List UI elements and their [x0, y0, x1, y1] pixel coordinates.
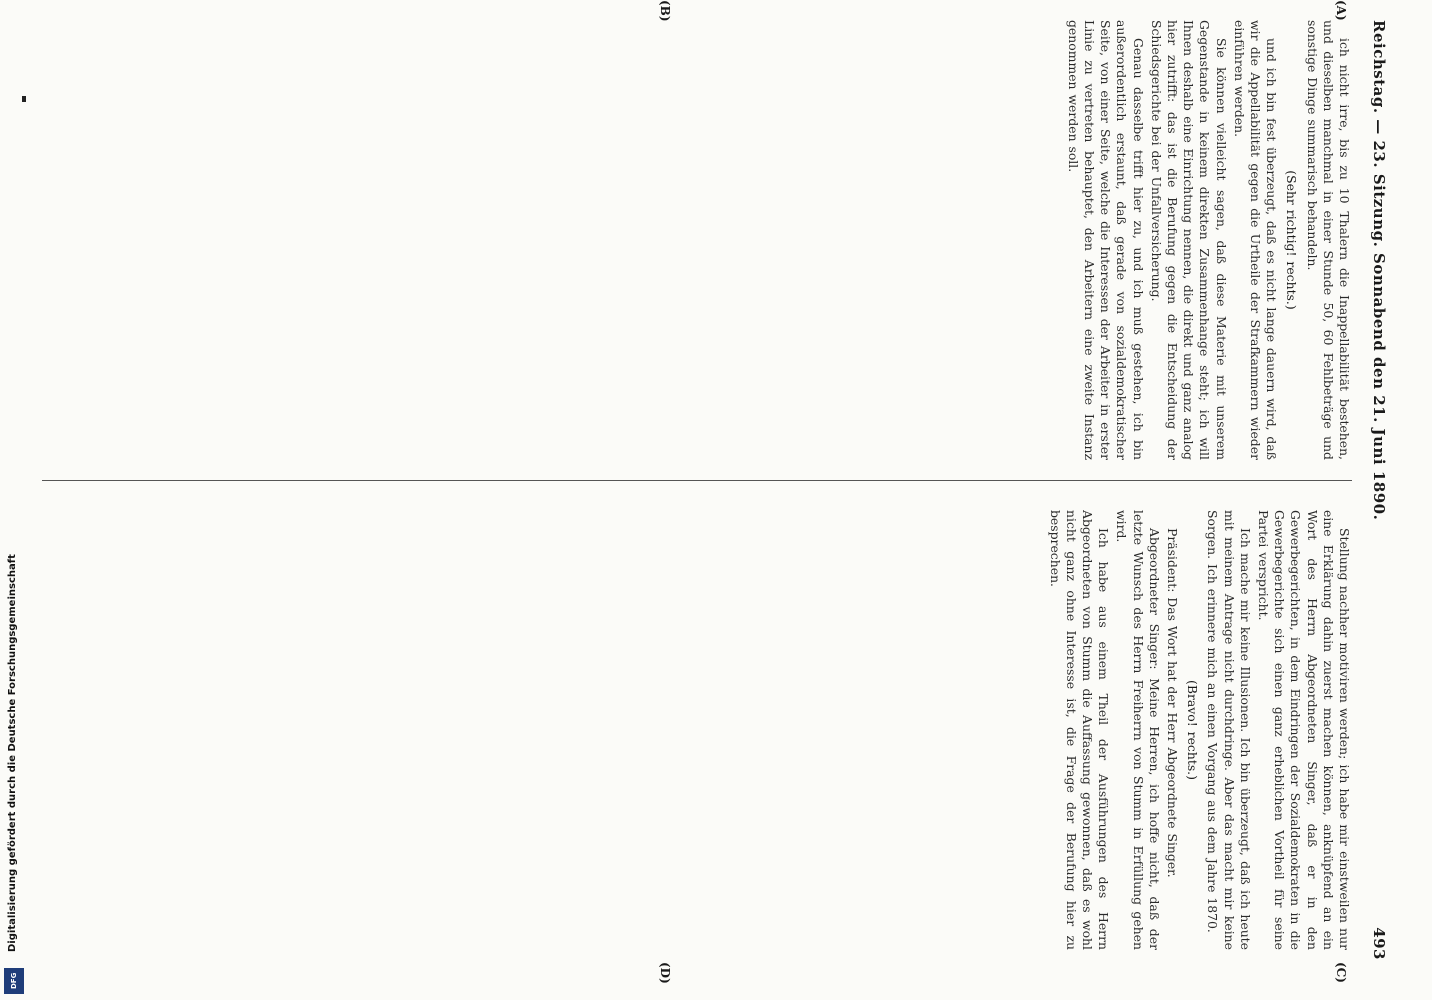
page-header	[1362, 20, 1388, 960]
dfg-logo-icon: DFG	[4, 968, 24, 994]
page-title: Reichstag. — 23. Sitzung. Sonnabend den 21. Juni 1890.	[1370, 20, 1388, 521]
right-text-column	[42, 510, 1352, 950]
interjection: (Sehr richtig! rechts.)	[1284, 170, 1300, 310]
speaker-paragraph: Präsident: Das Wort hat der Herr Abgeordnete Singer.	[1164, 528, 1180, 878]
footer-credit: Digitalisierung gefördert durch die Deutsche Forschungsgemeinschaft	[7, 554, 18, 952]
rotated-page-content	[22, 0, 1392, 984]
paragraph: Genau dasselbe trifft hier zu, und ich muß gestehen, ich bin außerordentlich erstaunt, daß gerade von sozialdemokratischer Seite, von einer Seite, welche die Interessen der Arbeiter in erster Linie zu vertreten behauptet, den Arbeitern eine zweite Instanz genommen werden soll.	[1065, 20, 1146, 460]
margin-marker-b: (B)	[658, 0, 672, 22]
speaker-paragraph: Abgeordneter Singer: Meine Herren, ich hoffe nicht, daß der letzte Wunsch des Herrn Freiherrn von Stumm in Erfüllung gehen wird.	[1114, 510, 1162, 950]
margin-marker-d: (D)	[658, 962, 672, 984]
paragraph: und ich bin fest überzeugt, daß es nicht lange dauern wird, daß wir die Appellabilität gegen die Urtheile der Strafkammern wieder einführen werden.	[1231, 20, 1280, 460]
column-divider	[42, 480, 1352, 481]
paragraph: Sie können vielleicht sagen, daß diese Materie mit unserem Gegenstande in keinem direkten Zusammenhange steht; ich will Ihnen deshalb eine Einrichtung nennen, die direkt und ganz analog hier zutrifft: das ist die Berufung gegen die Entscheidung der Schiedsgerichte bei der Unfallversicherung.	[1148, 20, 1229, 460]
page-number: 493	[1370, 927, 1388, 960]
margin-marker-c: (C)	[1334, 962, 1348, 983]
margin-marker-a: (A)	[1334, 0, 1348, 21]
paragraph: Stellung nachher motiviren werden; ich habe mir einstweilen nur eine Erklärung dahin zuerst machen können, anknüpfend an ein Wort des Herrn Abgeordneten Singer, daß er in den Gewerbegerichten, in dem Eindringen der Sozialdemokraten in die Gewerbegerichte sich einen ganz erheblichen Vortheil für seine Partei verspricht.	[1255, 510, 1352, 950]
left-text-column	[42, 20, 1352, 460]
paragraph: Ich mache mir keine Illusionen. Ich bin überzeugt, daß ich heute mit meinem Antrage nicht durchdringe. Aber das macht mir keine Sorgen. Ich erinnere mich an einen Vorgang aus dem Jahre 1870.	[1205, 510, 1253, 950]
paragraph: Ich habe aus einem Theil der Ausführungen des Herrn Abgeordneten von Stumm die Auffassung gewonnen, daß es wohl nicht ganz ohne Interesse ist, die Frage der Berufung hier zu besprechen.	[1047, 510, 1112, 950]
interjection: (Bravo! rechts.)	[1185, 680, 1201, 780]
paragraph: ich nicht irre, bis zu 10 Thalern die Inappellabilität bestehen, und dieselben manchmal in einer Stunde 50, 60 Fehlbeträge und sonstige Dinge summarisch behandeln.	[1304, 20, 1352, 460]
